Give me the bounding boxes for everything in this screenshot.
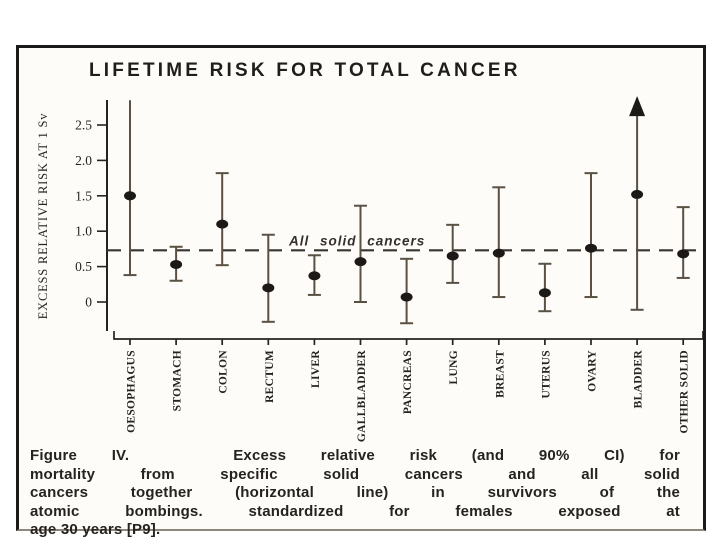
- x-axis-bracket: [114, 331, 703, 345]
- data-point: [401, 293, 413, 302]
- arrow-up-icon: [629, 96, 645, 116]
- data-point: [631, 190, 643, 199]
- caption-line: cancers together (horizontal line) in survivors of the: [30, 484, 680, 502]
- data-point: [308, 271, 320, 280]
- data-point: [539, 288, 551, 297]
- y-tick-label: 2.0: [75, 152, 92, 168]
- y-tick-label: 1.5: [75, 188, 92, 204]
- category-label: OTHER SOLID: [678, 350, 691, 434]
- caption-line: atomic bombings. standardized for females exposed at: [30, 502, 680, 520]
- data-point: [493, 249, 505, 258]
- figure-caption: [30, 447, 680, 540]
- category-label: STOMACH: [171, 350, 184, 412]
- caption-line: Figure IV. Excess relative risk (and 90% CI) for: [30, 447, 680, 464]
- data-point: [585, 244, 597, 253]
- category-label: OVARY: [586, 350, 599, 392]
- data-point: [677, 249, 689, 258]
- category-label: LUNG: [448, 350, 461, 385]
- caption-line: age 30 years [P9].: [30, 521, 161, 539]
- category-label: LIVER: [309, 350, 322, 388]
- y-tick-label: 0: [85, 294, 92, 310]
- chart-title: LIFETIME RISK FOR TOTAL CANCER: [89, 60, 521, 81]
- category-label: OESOPHAGUS: [125, 350, 138, 433]
- data-point: [262, 283, 274, 292]
- category-label: BREAST: [494, 350, 507, 398]
- category-label: BLADDER: [632, 350, 645, 409]
- data-point: [170, 260, 182, 269]
- y-tick-label: 0.5: [75, 259, 92, 275]
- data-point: [216, 220, 228, 229]
- y-tick-label: 1.0: [75, 223, 92, 239]
- data-point: [447, 251, 459, 260]
- y-axis-title: EXCESS RELATIVE RISK AT 1 Sv: [36, 112, 50, 320]
- figure-border-frame: [16, 45, 706, 539]
- category-label: PANCREAS: [402, 350, 415, 415]
- category-label: UTERUS: [540, 350, 553, 399]
- category-label: GALLBLADDER: [356, 350, 368, 443]
- category-label: RECTUM: [263, 350, 276, 403]
- caption-line: mortality from specific solid cancers and all solid: [30, 465, 680, 483]
- reference-line-label: All solid cancers: [289, 233, 426, 249]
- data-point: [124, 191, 136, 200]
- category-label: COLON: [217, 350, 230, 394]
- y-tick-label: 2.5: [75, 117, 92, 133]
- data-point: [355, 257, 367, 266]
- risk-chart: [19, 48, 703, 444]
